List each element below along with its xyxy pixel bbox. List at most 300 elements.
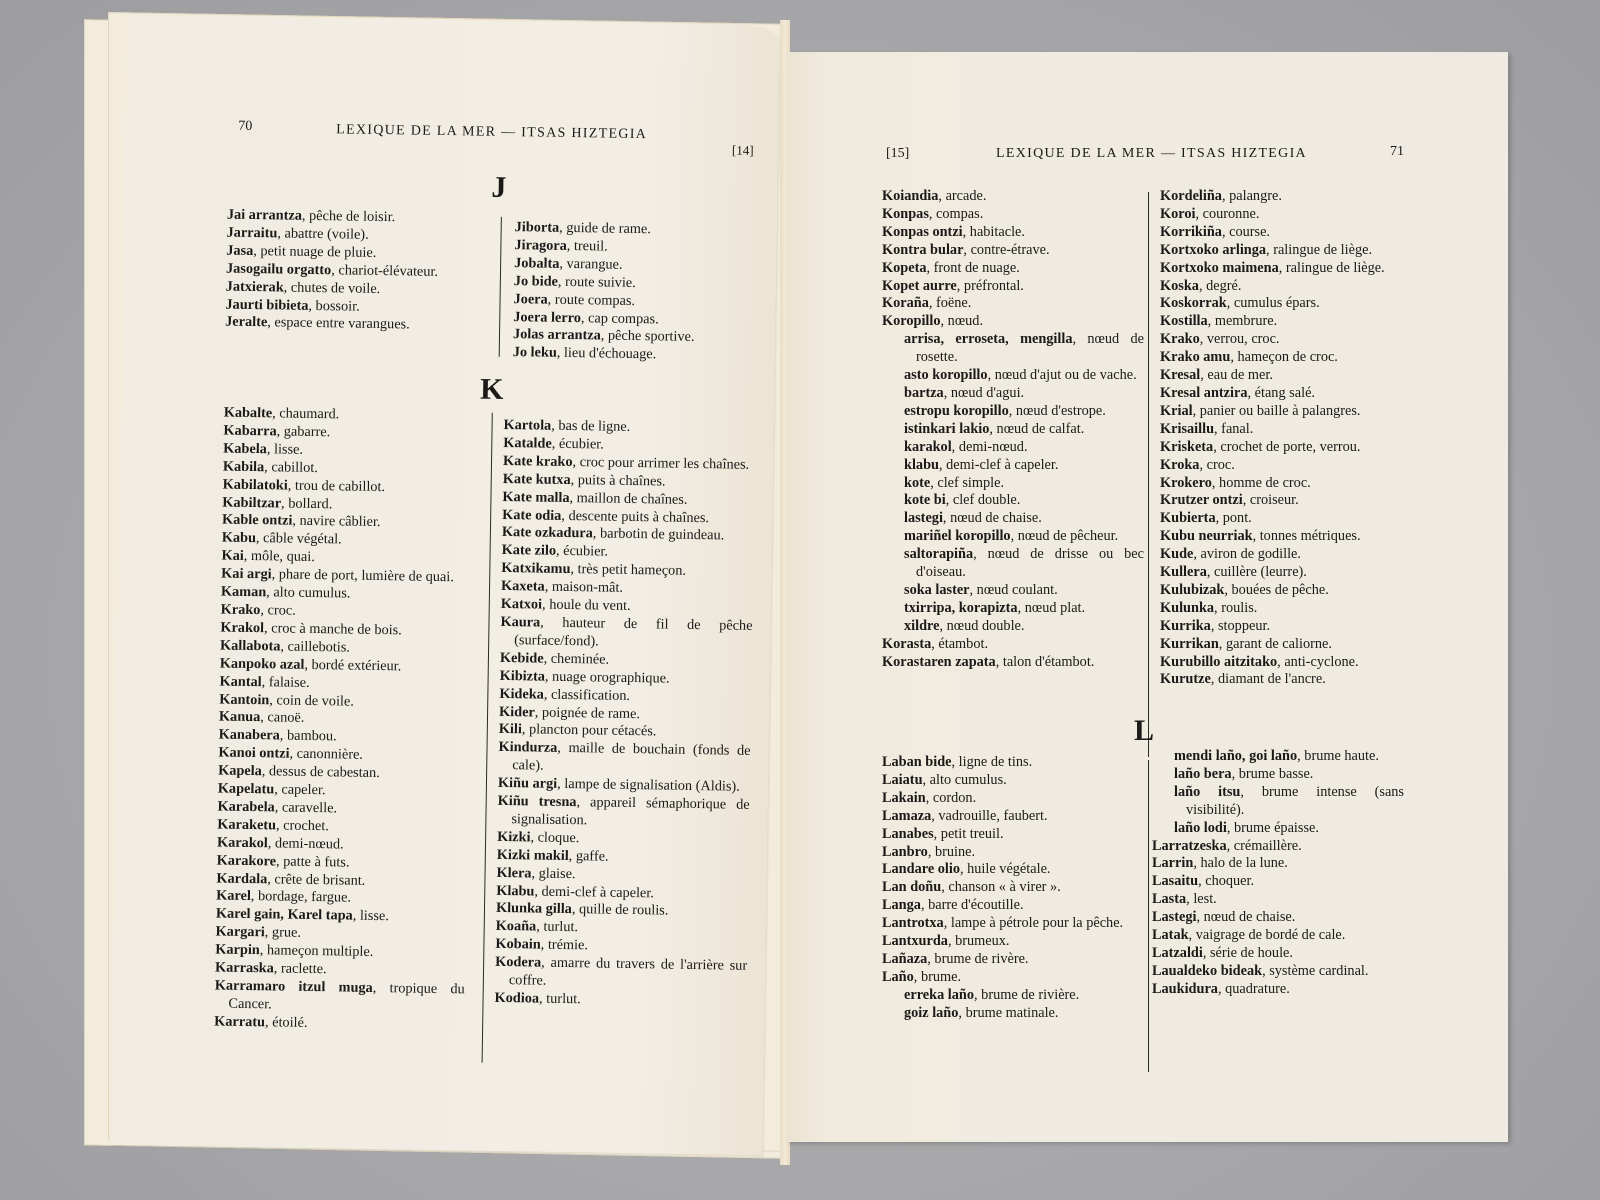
entry-definition: , nœud d'agui. — [943, 384, 1025, 401]
entry-term: Laiatu — [882, 771, 923, 788]
entry-definition: , ralingue de liège. — [1266, 241, 1373, 258]
entry-definition: , nœud plat. — [1017, 599, 1086, 616]
entry-definition: , demi-nœud. — [267, 835, 344, 853]
entry-term: Koskorrak — [1160, 295, 1227, 312]
entry-term: Karratu — [214, 1013, 266, 1031]
dictionary-entry — [1152, 838, 1404, 856]
dictionary-entry — [882, 951, 1144, 969]
dictionary-entry — [1160, 313, 1410, 331]
entry-definition: , tropique du Cancer. — [228, 979, 465, 1013]
entry-term: Klera — [496, 864, 532, 882]
entry-definition: , bas de ligne. — [551, 417, 631, 435]
entry-term: Jobalta — [514, 254, 560, 272]
dictionary-entry — [1152, 873, 1404, 891]
entry-term: klabu — [904, 456, 939, 473]
entry-definition: , panier ou baille à palangres. — [1192, 402, 1361, 419]
entry-term: Jiborta — [514, 219, 560, 236]
dictionary-entry — [1152, 981, 1404, 999]
entry-term: Kallabota — [219, 637, 281, 655]
entry-term: xildre — [904, 617, 940, 634]
entry-definition: , brume. — [913, 968, 962, 985]
entry-definition: , croc pour arrimer les chaînes. — [572, 453, 750, 473]
entry-term: Kulubizak — [1160, 581, 1225, 598]
entry-term: Latzaldi — [1152, 944, 1203, 961]
entry-term: Kortxoko maimena — [1160, 259, 1279, 276]
entry-definition: , dessus de cabestan. — [261, 763, 380, 782]
entry-term: Karramaro itzul muga — [214, 977, 373, 996]
entry-definition: , trou de cabillot. — [287, 477, 386, 495]
entry-definition: , préfrontal. — [956, 277, 1024, 294]
entry-definition: , crochet. — [275, 817, 329, 835]
entry-definition: , écubier. — [551, 435, 604, 453]
entry-term: Jeralte — [225, 314, 268, 331]
dictionary-entry — [882, 933, 1144, 951]
entry-term: Kabiltzar — [222, 494, 282, 511]
entry-term: Kibizta — [499, 667, 546, 685]
dictionary-entry — [1160, 654, 1410, 672]
entry-term: Kabela — [223, 440, 268, 458]
entry-term: Koroi — [1160, 205, 1196, 222]
entry-definition: , très petit hameçon. — [570, 561, 687, 580]
dictionary-entry — [494, 990, 746, 1012]
entry-definition: , arcade. — [938, 188, 987, 204]
entry-definition: , roulis. — [1214, 599, 1258, 616]
entry-definition: , diamant de l'ancre. — [1210, 671, 1326, 688]
dictionary-entry — [513, 344, 753, 366]
entry-term: Larratzeska — [1152, 837, 1227, 854]
page-number: 70 — [238, 118, 253, 134]
entry-term: Kostilla — [1160, 313, 1208, 330]
entry-term: Kude — [1160, 546, 1194, 563]
entry-term: Kopeta — [882, 259, 927, 276]
entry-term: Kable ontzi — [221, 511, 293, 530]
dictionary-entry — [882, 546, 1144, 582]
entry-definition: , brume haute. — [1297, 748, 1379, 764]
entry-definition: , maison-mât. — [544, 578, 624, 597]
entry-definition: , petit nuage de pluie. — [253, 242, 377, 261]
entry-definition: , barre d'écoutille. — [920, 897, 1024, 914]
dictionary-entry — [1160, 295, 1410, 313]
entry-term: Kai — [221, 547, 244, 565]
entry-term: Krako — [220, 601, 261, 619]
entry-definition: , classification. — [543, 686, 631, 704]
entry-term: Lasta — [1152, 891, 1187, 908]
entry-term: Latak — [1152, 927, 1189, 944]
running-header: LEXIQUE DE LA MER — ITSAS HIZTEGIA — [336, 122, 648, 143]
entry-term: Landare olio — [882, 861, 960, 878]
entry-definition: , raclette. — [273, 960, 327, 978]
entry-term: Kobain — [495, 936, 541, 953]
entry-term: Kresal — [1160, 367, 1201, 384]
entry-term: Klabu — [496, 882, 535, 900]
entry-definition: , barbotin de guindeau. — [592, 525, 725, 544]
entry-term: Joera — [513, 290, 548, 308]
entry-definition: , anti-cyclone. — [1277, 653, 1359, 670]
entry-term: Kurrikan — [1160, 635, 1219, 652]
entry-term: Karpin — [215, 941, 260, 959]
entry-term: Kortxoko arlinga — [1160, 241, 1267, 258]
entry-term: kote — [904, 474, 931, 491]
entry-term: Kate krako — [502, 452, 573, 470]
dictionary-entry — [882, 188, 1144, 206]
entry-term: Kantal — [219, 673, 262, 690]
entry-definition: , hameçon de croc. — [1230, 349, 1338, 366]
entry-term: Kaman — [220, 583, 267, 601]
entry-definition: , lampe à pétrole pour la pêche. — [943, 915, 1124, 932]
running-header: LEXIQUE DE LA MER — ITSAS HIZTEGIA — [996, 146, 1307, 161]
page-number: 71 — [1390, 144, 1404, 159]
entry-definition: , bollard. — [280, 494, 333, 512]
entry-term: Kate ozkadura — [501, 524, 593, 542]
entry-term: Lanabes — [882, 825, 934, 842]
entry-definition: , brumeux. — [947, 933, 1010, 950]
entry-term: Karakol — [216, 834, 268, 852]
dictionary-entry — [882, 790, 1144, 808]
entry-definition: , appareil sémaphorique de signalisation. — [511, 794, 750, 829]
dictionary-entry — [497, 793, 750, 833]
entry-term: Krokero — [1160, 474, 1212, 491]
dictionary-entry — [1160, 403, 1410, 421]
dictionary-entry — [1160, 600, 1410, 618]
dictionary-entry — [882, 654, 1144, 672]
dictionary-entry — [1160, 618, 1410, 636]
entry-definition: , nœud de chaise. — [942, 510, 1042, 527]
entry-definition: , gabarre. — [276, 423, 331, 441]
entry-term: Kider — [498, 703, 535, 720]
entry-definition: , glaise. — [531, 865, 576, 882]
entry-term: Kindurza — [498, 739, 558, 757]
entry-term: Kizki makil — [496, 846, 569, 864]
entry-definition: , nœud d'ajut ou de vache. — [987, 367, 1137, 384]
entry-definition: , chaumard. — [272, 405, 340, 423]
entry-definition: , cuillère (leurre). — [1206, 564, 1307, 581]
entry-term: Kopet aurre — [882, 277, 957, 294]
dictionary-entry — [882, 754, 1144, 772]
entry-definition: , coin de voile. — [269, 691, 355, 710]
dictionary-entry — [882, 278, 1144, 296]
entry-definition: , caravelle. — [274, 799, 338, 817]
entry-definition: , cabillot. — [264, 458, 318, 476]
entry-definition: , croc. — [260, 602, 296, 619]
entry-term: mendi laño, goi laño — [1174, 748, 1298, 764]
dictionary-entry — [1152, 748, 1404, 766]
entry-definition: , puits à chaînes. — [570, 471, 666, 490]
column-k-left — [882, 188, 1144, 671]
entry-term: laño lodi — [1174, 819, 1227, 836]
entry-term: Kabilatoki — [222, 476, 288, 494]
entry-definition: , bossoir. — [308, 297, 360, 315]
entry-definition: , brume épaisse. — [1226, 819, 1319, 836]
entry-term: Kanabera — [218, 726, 280, 744]
entry-definition: , série de houle. — [1202, 944, 1293, 961]
entry-definition: , capeler. — [274, 781, 326, 799]
entry-definition: , système cardinal. — [1262, 962, 1369, 979]
entry-term: asto koropillo — [904, 367, 988, 384]
entry-definition: , bouées de pêche. — [1224, 581, 1329, 598]
entry-term: Katxoi — [500, 595, 543, 613]
entry-definition: , bordage, fargue. — [250, 888, 352, 907]
dictionary-entry — [1160, 367, 1410, 385]
entry-term: Kideka — [499, 685, 545, 703]
entry-definition: , amarre du travers de l'arrière sur coffre. — [508, 954, 748, 989]
entry-term: Kate odia — [502, 506, 562, 524]
entry-definition: , turlut. — [536, 918, 579, 936]
dictionary-entry — [1152, 766, 1404, 784]
entry-term: goiz laño — [904, 1004, 959, 1021]
entry-definition: , garant de caliorne. — [1218, 635, 1332, 652]
section-letter-k: K — [479, 372, 504, 406]
entry-term: Krisketa — [1160, 438, 1214, 455]
entry-term: Kordeliña — [1160, 188, 1222, 204]
dictionary-entry — [882, 439, 1144, 457]
entry-term: Krakol — [220, 619, 265, 637]
entry-definition: , houle du vent. — [541, 596, 631, 615]
entry-term: Lantrotxa — [882, 915, 944, 932]
dictionary-entry — [882, 295, 1144, 313]
entry-definition: , descente puits à chaînes. — [561, 507, 710, 526]
entry-definition: , croiseur. — [1242, 492, 1299, 509]
entry-term: Koska — [1160, 277, 1199, 294]
entry-definition: , lieu d'échouage. — [556, 345, 657, 363]
entry-term: Katxikamu — [501, 560, 571, 578]
dictionary-entry — [882, 618, 1144, 636]
entry-definition: , nœud. — [940, 313, 984, 330]
dictionary-entry — [495, 954, 748, 994]
dictionary-entry — [882, 242, 1144, 260]
entry-definition: , demi-clef à capeler. — [534, 883, 655, 901]
entry-definition: , brume intense (sans visibilité). — [1186, 783, 1404, 818]
entry-term: Kardala — [216, 870, 268, 887]
entry-term: Lastegi — [1152, 909, 1197, 926]
entry-term: Jai arrantza — [226, 206, 303, 224]
entry-definition: , contre-étrave. — [963, 241, 1050, 258]
entry-definition: , chariot-élévateur. — [331, 261, 439, 280]
entry-term: Kabila — [222, 458, 265, 475]
entry-term: Kabalte — [223, 404, 273, 422]
dictionary-entry — [1152, 855, 1404, 873]
entry-definition: , vadrouille, faubert. — [931, 807, 1048, 824]
entry-term: Karaketu — [217, 816, 277, 834]
dictionary-entry — [1160, 492, 1410, 510]
entry-term: lastegi — [904, 510, 943, 527]
dictionary-entry — [1160, 582, 1410, 600]
column-rule — [1148, 760, 1149, 1072]
dictionary-entry — [882, 528, 1144, 546]
dictionary-entry — [882, 879, 1144, 897]
entry-term: Karraska — [214, 959, 274, 977]
entry-term: Kiñu argi — [497, 775, 558, 792]
entry-definition: , treuil. — [566, 237, 608, 255]
entry-term: Kanoi ontzi — [218, 744, 290, 762]
entry-definition: , alto cumulus. — [266, 584, 351, 602]
entry-term: Lakain — [882, 789, 926, 806]
entry-definition: , chanson « à virer ». — [941, 879, 1061, 896]
entry-definition: , hameçon multiple. — [259, 942, 374, 961]
dictionary-entry — [214, 1013, 464, 1035]
entry-term: istinkari lakio — [904, 420, 990, 437]
entry-definition: , clef double. — [945, 492, 1021, 509]
entry-term: Laualdeko bideak — [1152, 962, 1263, 979]
entry-definition: , front de nuage. — [926, 259, 1020, 276]
dictionary-entry — [882, 313, 1144, 331]
entry-definition: , falaise. — [261, 673, 310, 691]
entry-term: Kate zilo — [501, 542, 557, 560]
dictionary-entry — [882, 475, 1144, 493]
entry-definition: , membrure. — [1207, 313, 1278, 330]
entry-term: Jaurti bibieta — [225, 296, 309, 314]
entry-definition: , lest. — [1186, 891, 1217, 908]
entry-term: Krako — [1160, 331, 1200, 348]
entry-definition: , nœud de pêcheur. — [1010, 528, 1119, 545]
entry-term: Kanua — [218, 708, 261, 726]
entry-definition: , bruine. — [927, 843, 976, 860]
entry-term: Larrin — [1152, 855, 1194, 872]
entry-definition: , câble végétal. — [255, 530, 342, 548]
dictionary-entry — [882, 915, 1144, 933]
dictionary-entry — [500, 614, 753, 654]
entry-definition: , grue. — [264, 924, 302, 942]
entry-definition: , étoilé. — [264, 1014, 308, 1031]
entry-term: Konpas ontzi — [882, 223, 963, 240]
dictionary-entry — [1160, 439, 1410, 457]
entry-term: laño itsu — [1174, 783, 1241, 800]
entry-definition: , maillon de chaînes. — [569, 489, 688, 508]
entry-definition: , lisse. — [266, 441, 304, 458]
entry-definition: , vaigrage de bordé de cale. — [1188, 927, 1346, 944]
dictionary-entry — [882, 260, 1144, 278]
column-l-right — [1152, 748, 1404, 999]
entry-definition: , varangue. — [559, 255, 623, 273]
entry-term: Kili — [498, 721, 522, 738]
entry-definition: , cumulus épars. — [1226, 295, 1320, 312]
entry-definition: , huile végétale. — [959, 861, 1051, 878]
entry-definition: , lisse. — [352, 908, 390, 925]
entry-term: estropu koropillo — [904, 402, 1009, 419]
entry-term: Kroka — [1160, 456, 1200, 473]
entry-term: Krial — [1160, 402, 1193, 419]
entry-definition: , ligne de tins. — [951, 754, 1033, 770]
entry-term: Kai argi — [221, 565, 272, 583]
column-j-left — [225, 207, 483, 336]
entry-definition: , cordon. — [925, 789, 977, 806]
entry-definition: , patte à futs. — [275, 853, 350, 871]
entry-term: arrisa, erroseta, mengilla — [904, 331, 1073, 348]
entry-term: Kizki — [497, 828, 531, 846]
entry-term: laño bera — [1174, 765, 1232, 782]
dictionary-entry — [882, 808, 1144, 826]
dictionary-entry — [214, 977, 465, 1017]
entry-definition: , navire câblier. — [292, 513, 381, 531]
entry-definition: , pêche de loisir. — [301, 207, 396, 226]
dictionary-entry — [1152, 784, 1404, 820]
entry-definition: , crête de brisant. — [267, 870, 366, 889]
dictionary-entry — [1152, 909, 1404, 927]
dictionary-entry — [882, 636, 1144, 654]
entry-definition: , turlut. — [538, 990, 581, 1008]
dictionary-entry — [1160, 671, 1410, 689]
section-number: [15] — [886, 146, 910, 161]
entry-definition: , demi-clef à capeler. — [938, 456, 1059, 473]
entry-term: Karakore — [216, 852, 277, 870]
entry-definition: , écubier. — [555, 543, 609, 560]
entry-definition: , cap compas. — [580, 309, 659, 327]
entry-term: Laukidura — [1152, 980, 1218, 997]
dictionary-entry — [1160, 242, 1410, 260]
entry-definition: , crémaillère. — [1226, 837, 1302, 854]
entry-term: Jarraitu — [226, 224, 278, 242]
entry-term: Kate kutxa — [502, 470, 571, 488]
entry-definition: , canoë. — [260, 709, 305, 727]
entry-definition: , étambot. — [931, 635, 989, 652]
entry-term: Korastaren zapata — [882, 653, 996, 670]
entry-definition: , alto cumulus. — [922, 771, 1007, 788]
dictionary-entry — [882, 403, 1144, 421]
dictionary-entry — [1160, 206, 1410, 224]
entry-definition: , maille de bouchain (fonds de cale). — [512, 740, 751, 774]
entry-term: Kulunka — [1160, 599, 1215, 616]
entry-definition: , bambou. — [279, 727, 337, 745]
entry-definition: , quadrature. — [1217, 980, 1290, 997]
entry-definition: , clef simple. — [930, 474, 1005, 491]
entry-term: Kodioa — [494, 989, 540, 1007]
dictionary-entry — [225, 314, 481, 336]
dictionary-entry — [882, 1005, 1144, 1023]
entry-definition: , nœud d'estrope. — [1008, 402, 1106, 419]
entry-term: Kullera — [1160, 564, 1207, 581]
dictionary-entry — [1152, 945, 1404, 963]
entry-term: Lantxurda — [882, 933, 948, 950]
entry-definition: , étang salé. — [1247, 384, 1315, 401]
entry-term: Kapelatu — [217, 780, 275, 798]
dictionary-entry — [882, 367, 1144, 385]
entry-term: Krisaillu — [1160, 420, 1215, 437]
entry-definition: , brume basse. — [1231, 765, 1314, 782]
entry-term: Kodera — [495, 954, 542, 971]
column-l-left — [882, 754, 1144, 1023]
entry-definition: , nœud de drisse ou bec d'oiseau. — [916, 546, 1144, 581]
entry-definition: , quille de roulis. — [571, 901, 669, 920]
entry-definition: , nœud de rosette. — [916, 331, 1144, 366]
entry-definition: , croc à manche de bois. — [263, 620, 402, 639]
entry-term: Kaura — [500, 613, 541, 631]
column-rule — [482, 413, 494, 1063]
entry-term: Krutzer ontzi — [1160, 492, 1243, 509]
dictionary-entry — [882, 969, 1144, 987]
entry-definition: , trémie. — [540, 936, 589, 954]
entry-definition: , canonnière. — [289, 745, 364, 763]
entry-term: bartza — [904, 384, 944, 401]
entry-term: Jatxierak — [225, 278, 284, 296]
entry-term: Kartola — [503, 416, 552, 434]
entry-term: Karabela — [217, 798, 275, 816]
entry-definition: , couronne. — [1195, 205, 1260, 222]
entry-definition: , caillebotis. — [280, 638, 351, 656]
entry-definition: , stoppeur. — [1210, 617, 1271, 634]
entry-definition: , cheminée. — [543, 650, 610, 668]
entry-definition: , pont. — [1215, 510, 1252, 527]
dictionary-entry — [882, 224, 1144, 242]
entry-definition: , compas. — [928, 205, 984, 222]
dictionary-entry — [498, 739, 751, 779]
entry-definition: , nœud coulant. — [969, 581, 1058, 598]
entry-definition: , route suivie. — [557, 273, 636, 291]
dictionary-entry — [1160, 564, 1410, 582]
dictionary-entry — [1160, 546, 1410, 564]
entry-definition: , nœud de calfat. — [989, 420, 1085, 437]
entry-term: Lamaza — [882, 807, 932, 824]
entry-definition: , nuage orographique. — [544, 668, 670, 687]
entry-definition: , verrou, croc. — [1199, 331, 1280, 348]
